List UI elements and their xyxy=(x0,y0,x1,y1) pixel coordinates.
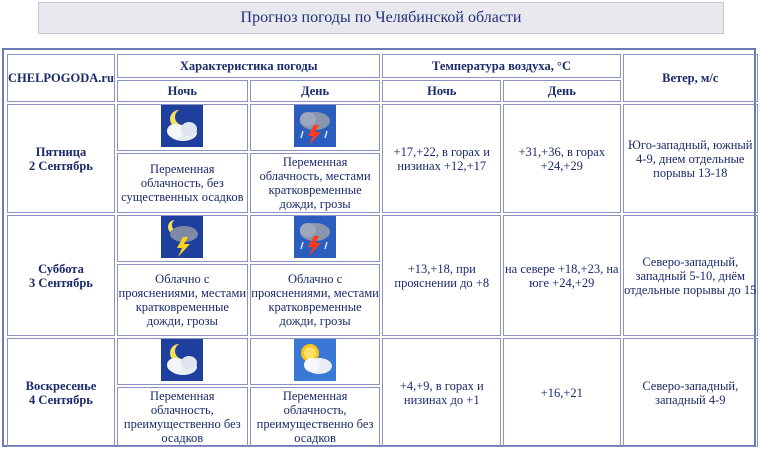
night-icon-cell xyxy=(117,338,248,385)
day-date: 3 Сентябрь xyxy=(29,275,93,290)
forecast-table xyxy=(5,52,760,449)
weather-char-header: Характеристика погоды xyxy=(117,54,381,78)
moon-cloud-icon xyxy=(161,339,203,381)
air-temp-header: Температура воздуха, °С xyxy=(382,54,620,78)
storm-cloud-icon xyxy=(294,216,336,258)
day-cell xyxy=(7,215,115,336)
day-icon-cell xyxy=(250,104,381,151)
wind-cell: Северо-западный, западный 5-10, днём отдельные порывы до 15 xyxy=(623,215,758,336)
brand-label: CHELPOGODA.ru xyxy=(7,54,115,102)
day-date: 2 Сентябрь xyxy=(29,158,93,173)
day-name: Суббота xyxy=(38,261,84,276)
day-cell xyxy=(7,338,115,447)
page-title: Прогноз погоды по Челябинской области xyxy=(38,2,724,34)
day-name: Воскресенье xyxy=(25,378,97,393)
day-desc: Переменная облачность, преимущественно без осадков xyxy=(250,387,381,447)
day-desc: Переменная облачность, местами кратковременные дожди, грозы xyxy=(250,153,381,213)
day-icon-cell xyxy=(250,215,381,262)
storm-cloud-icon xyxy=(294,105,336,147)
night-header: Ночь xyxy=(117,80,248,102)
temp-night-cell: +13,+18, при прояснении до +8 xyxy=(382,215,501,336)
night-desc: Переменная облачность, преимущественно без осадков xyxy=(117,387,248,447)
day-icon-cell xyxy=(250,338,381,385)
wind-header: Ветер, м/с xyxy=(623,54,758,102)
moon-cloud-icon xyxy=(161,105,203,147)
day-date: 4 Сентябрь xyxy=(29,392,93,407)
temp-night-header: Ночь xyxy=(382,80,501,102)
night-desc: Переменная облачность, без существенных осадков xyxy=(117,153,248,213)
day-name: Пятница xyxy=(35,144,87,159)
wind-cell: Юго-западный, южный 4-9, днем отдельные порывы 13-18 xyxy=(623,104,758,213)
temp-night-cell: +17,+22, в горах и низинах +12,+17 xyxy=(382,104,501,213)
night-storm-icon xyxy=(161,216,203,258)
day-desc: Облачно с прояснениями, местами кратковременные дожди, грозы xyxy=(250,264,381,336)
wind-cell: Северо-западный, западный 4-9 xyxy=(623,338,758,447)
night-desc: Облачно с прояснениями, местами кратковременные дожди, грозы xyxy=(117,264,248,336)
day-cell xyxy=(7,104,115,213)
sun-cloud-icon xyxy=(294,339,336,381)
temp-night-cell: +4,+9, в горах и низинах до +1 xyxy=(382,338,501,447)
day-header: День xyxy=(250,80,381,102)
temp-day-header: День xyxy=(503,80,620,102)
temp-day-cell: на севере +18,+23, на юге +24,+29 xyxy=(503,215,620,336)
night-icon-cell xyxy=(117,215,248,262)
night-icon-cell xyxy=(117,104,248,151)
temp-day-cell: +16,+21 xyxy=(503,338,620,447)
temp-day-cell: +31,+36, в горах +24,+29 xyxy=(503,104,620,213)
